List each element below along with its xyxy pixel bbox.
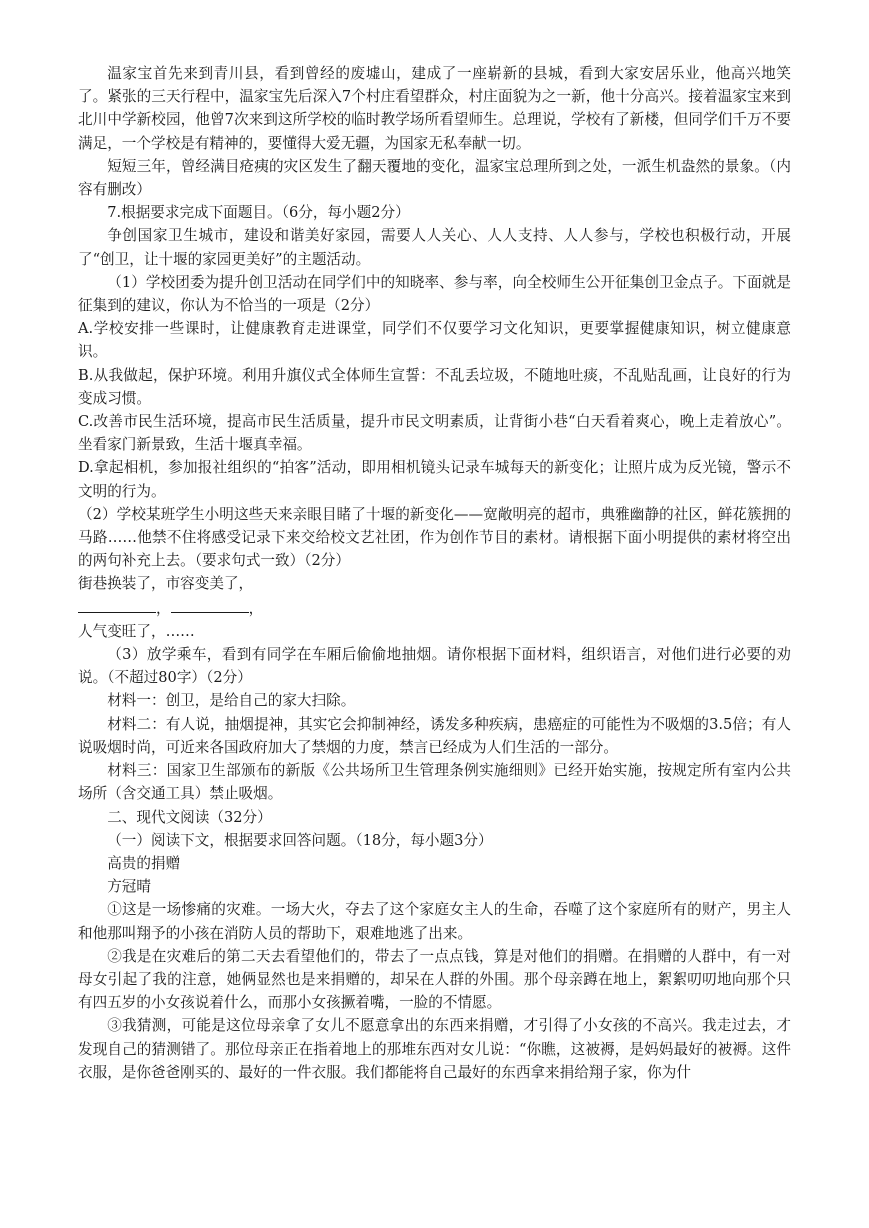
option-b: B.从我做起，保护环境。利用升旗仪式全体师生宣誓：不乱丢垃圾，不随地吐痰，不乱贴乱画，让良好的行为变成习惯。	[78, 366, 791, 407]
material-1: 材料一：创卫，是给自己的家大扫除。	[107, 692, 356, 710]
answer-blank-1[interactable]	[78, 596, 156, 613]
question-7-heading: 7.根据要求完成下面题目。（6分，每小题2分）	[107, 204, 410, 222]
article-title: 高贵的捐赠	[107, 854, 181, 872]
option-a: A.学校安排一些课时，让健康教育走进课堂，同学们不仅要学习文化知识，更要掌握健康知识，树立健康意识。	[78, 320, 791, 361]
article-paragraph-3: ③我猜测，可能是这位母亲拿了女儿不愿意拿出的东西来捐赠，才引得了小女孩的不高兴。我走过去，才发现自己的猜测错了。那位母亲正在指着地上的那堆东西对女儿说：“你瞧，这被褥，是妈妈最好的被褥。这件衣服，是你爸爸刚买的、最好的一件衣服。我们都能将自己最好的东西拿来捐给翔子家，你为什	[78, 1017, 791, 1081]
fill-blanks-row: ， ，	[78, 596, 791, 620]
option-c: C.改善市民生活环境，提高市民生活质量，提升市民文明素质，让背街小巷“白天看着爽心，晚上走着放心”。坐看家门新景致，生活十堰真幸福。	[78, 413, 791, 454]
question-7-part-3: （3）放学乘车，看到有同学在车厢后偷偷地抽烟。请你根据下面材料，组织语言，对他们进行必要的劝说。（不超过80字）（2分）	[78, 646, 791, 687]
material-2: 材料二：有人说，抽烟提神，其实它会抑制神经，诱发多种疾病，患癌症的可能性为不吸烟的3.5倍；有人说吸烟时尚，可近来各国政府加大了禁烟的力度，禁言已经成为人们生活的一部分。	[78, 715, 791, 756]
option-d: D.拿起相机，参加报社组织的“拍客”活动，即用相机镜头记录车城每天的新变化；让照片成为反光镜，警示不文明的行为。	[78, 459, 791, 500]
article-paragraph-1: ①这是一场惨痛的灾难。一场大火，夺去了这个家庭女主人的生命，吞噬了这个家庭所有的财产，男主人和他那叫翔予的小孩在消防人员的帮助下，艰难地逃了出来。	[78, 901, 791, 942]
fill-line-1: 街巷换装了，市容变美了，	[78, 575, 254, 593]
material-3: 材料三：国家卫生部颁布的新版《公共场所卫生管理条例实施细则》已经开始实施，按规定所有室内公共场所（含交通工具）禁止吸烟。	[78, 762, 791, 803]
paragraph-wen-visits-qingchuan: 温家宝首先来到青川县，看到曾经的废墟山，建成了一座崭新的县城，看到大家安居乐业，他高兴地笑了。紧张的三天行程中，温家宝先后深入7个村庄看望群众，村庄面貌为之一新，他十分高兴。接着温家宝来到北川中学新校园，他曾7次来到这所学校的临时教学场所看望师生。总理说，学校有了新楼，但同学们千万不要满足，一个学校是有精神的，要懂得大爱无疆，为国家无私奉献一切。	[78, 65, 791, 152]
question-7-part-2: （2）学校某班学生小明这些天来亲眼目睹了十堰的新变化——宽敞明亮的超市，典雅幽静的社区，鲜花簇拥的马路……他禁不住将感受记录下来交给校文艺社团，作为创作节目的素材。请根据下面小明提供的素材将空出的两句补充上去。（要求句式一致）（2分）	[78, 505, 791, 570]
article-paragraph-2: ②我是在灾难后的第二天去看望他们的，带去了一点点钱，算是对他们的捐赠。在捐赠的人群中，有一对母女引起了我的注意，她俩显然也是来捐赠的，却呆在人群的外围。那个母亲蹲在地上，絮絮叨叨地向那个只有四五岁的小女孩说着什么，而那小女孩撅着嘴，一脸的不情愿。	[78, 947, 791, 1012]
fill-line-3: 人气变旺了，……	[78, 622, 195, 640]
question-7-part-1: （1）学校团委为提升创卫活动在同学们中的知晓率、参与率，向全校师生公开征集创卫金点子。下面就是征集到的建议，你认为不恰当的一项是（2分）	[78, 273, 791, 315]
section-2-subheading: （一）阅读下文，根据要求回答问题。（18分，每小题3分）	[107, 831, 493, 849]
article-author: 方冠晴	[107, 878, 151, 896]
section-2-heading: 二、现代文阅读（32分）	[107, 808, 272, 826]
answer-blank-2[interactable]	[171, 596, 249, 613]
paragraph-three-years-change: 短短三年，曾经满目疮痍的灾区发生了翻天覆地的变化，温家宝总理所到之处，一派生机盎然的景象。（内容有删改）	[78, 157, 791, 199]
question-7-intro: 争创国家卫生城市，建设和谐美好家园，需要人人关心、人人支持、人人参与，学校也积极行动，开展了“创卫，让十堰的家园更美好”的主题活动。	[78, 227, 791, 268]
